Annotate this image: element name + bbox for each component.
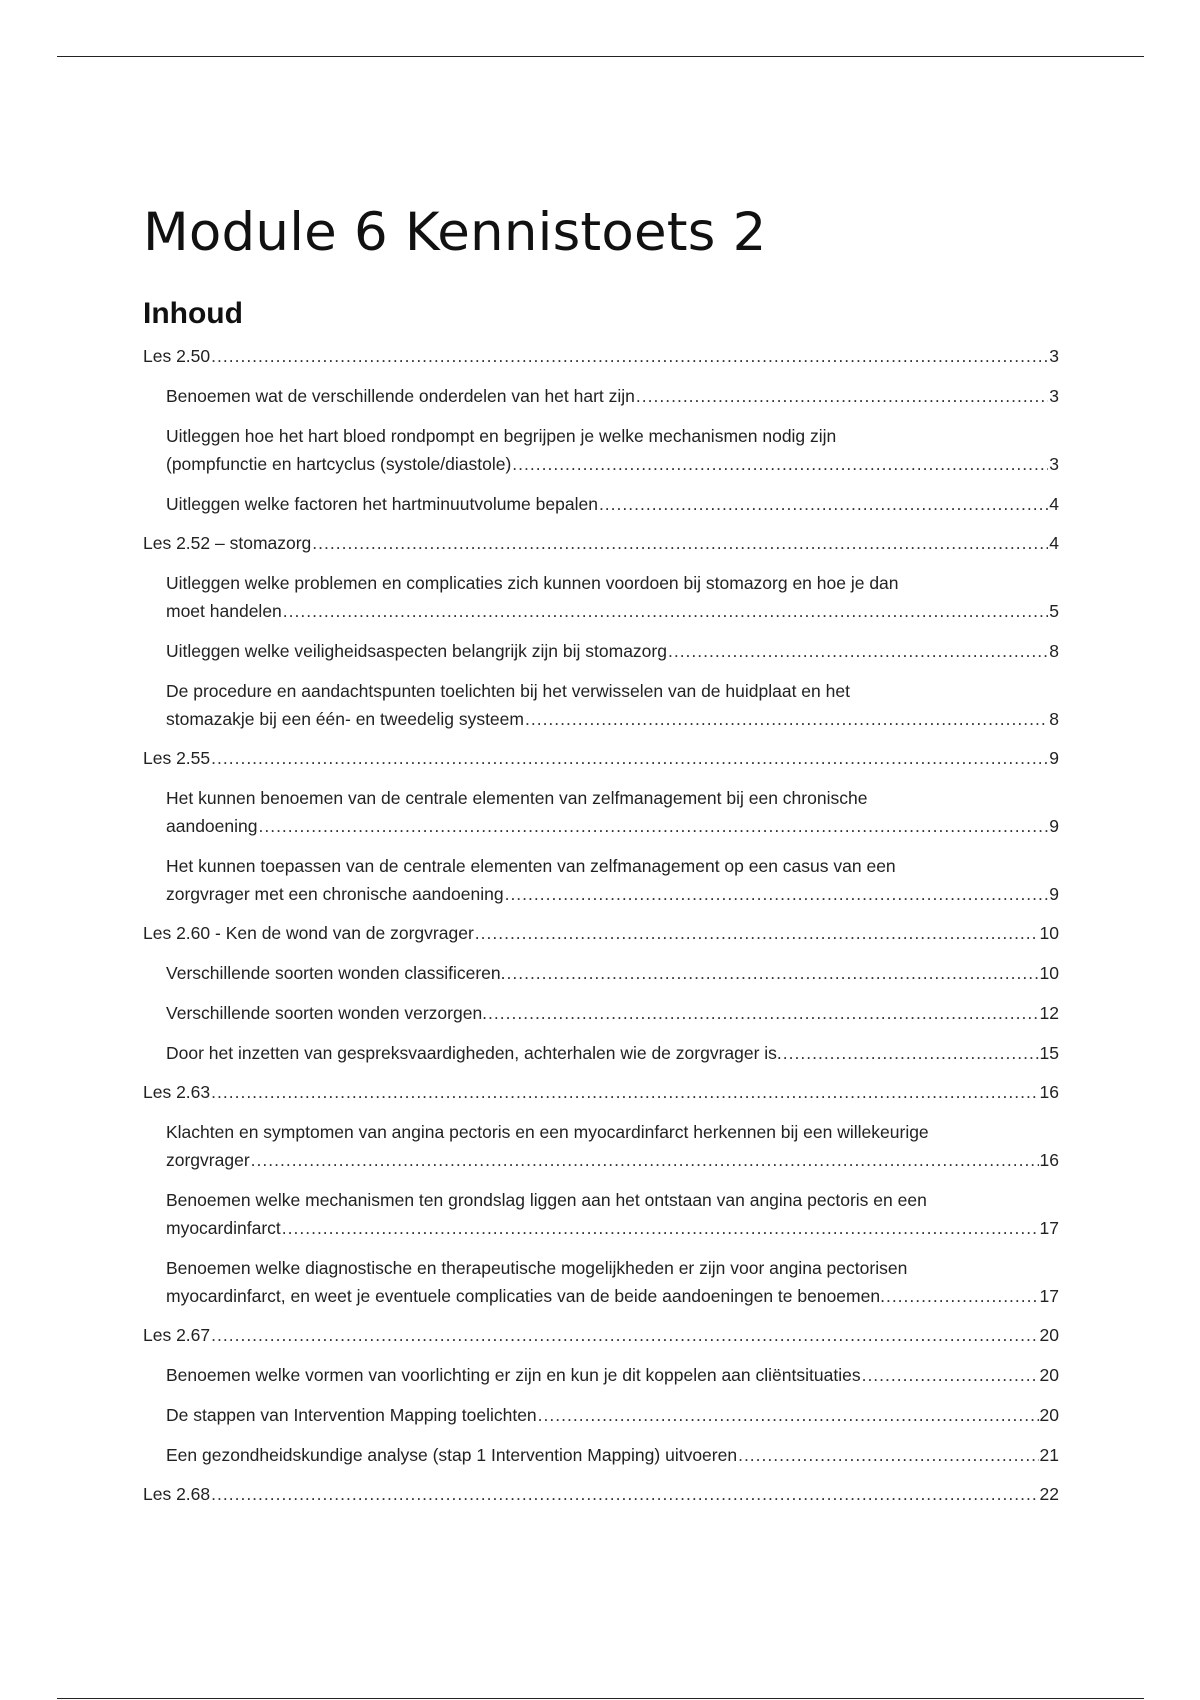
toc-page-number: 20 xyxy=(1039,1365,1059,1385)
document-title: Module 6 Kennistoets 2 xyxy=(143,202,767,263)
toc-entry[interactable] xyxy=(143,920,1059,946)
toc-entry[interactable] xyxy=(166,383,1059,409)
toc-entry-text: Les 2.63 xyxy=(143,1082,211,1102)
toc-entry-text: Les 2.68 xyxy=(143,1484,211,1504)
toc-page-number: 17 xyxy=(1039,1218,1059,1238)
toc-leader-dots xyxy=(282,1215,1039,1241)
toc-page-number: 22 xyxy=(1039,1484,1059,1504)
toc-entry[interactable] xyxy=(166,1040,1059,1066)
toc-page-number: 5 xyxy=(1049,601,1059,621)
toc-leader-dots xyxy=(488,1000,1038,1026)
toc-leader-dots xyxy=(862,1362,1039,1388)
toc-leader-dots xyxy=(211,745,1048,771)
toc-entry-text: Het kunnen toepassen van de centrale elementen van zelfmanagement op een casus van een xyxy=(166,856,896,876)
toc-entry-text: Verschillende soorten wonden verzorgen. xyxy=(166,1003,488,1023)
toc-entry[interactable] xyxy=(143,343,1059,369)
toc-entry-text: Door het inzetten van gespreksvaardigheden, achterhalen wie de zorgvrager is. xyxy=(166,1043,782,1063)
toc-entry-text: Les 2.55 xyxy=(143,748,211,768)
header-rule xyxy=(57,56,1144,57)
toc-entry[interactable] xyxy=(166,1402,1059,1428)
toc-entry[interactable] xyxy=(166,1118,1059,1173)
toc-entry-text: Uitleggen hoe het hart bloed rondpompt en begrijpen je welke mechanismen nodig zijn xyxy=(166,426,837,446)
toc-entry-text: myocardinfarct xyxy=(166,1218,281,1238)
toc-entry-text: Les 2.52 – stomazorg xyxy=(143,533,312,553)
toc-entry[interactable] xyxy=(143,745,1059,771)
toc-leader-dots xyxy=(886,1283,1039,1309)
toc-entry-text: Klachten en symptomen van angina pectoris en een myocardinfarct herkennen bij een willekeurige xyxy=(166,1122,929,1142)
toc-entry[interactable] xyxy=(166,422,1059,477)
toc-leader-dots xyxy=(512,451,1048,477)
toc-leader-dots xyxy=(211,1322,1038,1348)
toc-page-number: 10 xyxy=(1039,963,1059,983)
toc-entry-text: Benoemen wat de verschillende onderdelen van het hart zijn xyxy=(166,386,635,406)
toc-entry[interactable] xyxy=(166,491,1059,517)
toc-page-number: 9 xyxy=(1049,884,1059,904)
toc-leader-dots xyxy=(211,343,1048,369)
toc-page-number: 10 xyxy=(1039,923,1059,943)
toc-entry[interactable] xyxy=(166,677,1059,732)
toc-leader-dots xyxy=(525,706,1048,732)
toc-entry[interactable] xyxy=(166,1362,1059,1388)
document-body xyxy=(143,202,1059,1507)
toc-entry-text: zorgvrager xyxy=(166,1150,250,1170)
toc-leader-dots xyxy=(312,530,1048,556)
toc-page-number: 16 xyxy=(1039,1150,1059,1170)
toc-leader-dots xyxy=(211,1079,1038,1105)
toc-entry-text: Benoemen welke mechanismen ten grondslag liggen aan het ontstaan van angina pectoris en een xyxy=(166,1190,927,1210)
toc-leader-dots xyxy=(783,1040,1039,1066)
toc-entry-text: Verschillende soorten wonden classificeren. xyxy=(166,963,506,983)
toc-entry-text: zorgvrager met een chronische aandoening xyxy=(166,884,504,904)
toc-entry-text: Uitleggen welke factoren het hartminuutvolume bepalen xyxy=(166,494,598,514)
toc-page-number: 4 xyxy=(1049,494,1059,514)
toc-page-number: 4 xyxy=(1049,533,1059,553)
toc-entry-text: De procedure en aandachtspunten toelichten bij het verwisselen van de huidplaat en het xyxy=(166,681,850,701)
toc-leader-dots xyxy=(738,1442,1038,1468)
toc-page-number: 21 xyxy=(1039,1445,1059,1465)
toc-page-number: 16 xyxy=(1039,1082,1059,1102)
toc-entry-text: Benoemen welke vormen van voorlichting er zijn en kun je dit koppelen aan cliëntsituaties xyxy=(166,1365,861,1385)
toc-entry-text: (pompfunctie en hartcyclus (systole/diastole) xyxy=(166,454,512,474)
toc-entry[interactable] xyxy=(143,530,1059,556)
toc-entry[interactable] xyxy=(143,1322,1059,1348)
toc-entry[interactable] xyxy=(166,1254,1059,1309)
toc-entry-text: Les 2.50 xyxy=(143,346,211,366)
toc-entry[interactable] xyxy=(166,784,1059,839)
toc-heading: Inhoud xyxy=(143,297,243,330)
toc-entry[interactable] xyxy=(166,1000,1059,1026)
toc-entry[interactable] xyxy=(166,1186,1059,1241)
toc-page-number: 17 xyxy=(1039,1286,1059,1306)
toc-leader-dots xyxy=(507,960,1039,986)
toc-entry-text: Les 2.60 - Ken de wond van de zorgvrager xyxy=(143,923,474,943)
toc-entry[interactable] xyxy=(166,1442,1059,1468)
toc-leader-dots xyxy=(636,383,1048,409)
toc-page-number: 12 xyxy=(1039,1003,1059,1023)
toc-page-number: 3 xyxy=(1049,386,1059,406)
toc-leader-dots xyxy=(251,1147,1039,1173)
toc-leader-dots xyxy=(668,638,1048,664)
toc-entry-text: Uitleggen welke veiligheidsaspecten belangrijk zijn bij stomazorg xyxy=(166,641,667,661)
toc-entry-text: stomazakje bij een één- en tweedelig systeem xyxy=(166,709,524,729)
toc-entry[interactable] xyxy=(143,1079,1059,1105)
toc-entry-text: Uitleggen welke problemen en complicaties zich kunnen voordoen bij stomazorg en hoe je dan xyxy=(166,573,899,593)
toc-page-number: 9 xyxy=(1049,748,1059,768)
toc-entry[interactable] xyxy=(166,569,1059,624)
toc-leader-dots xyxy=(599,491,1048,517)
table-of-contents xyxy=(143,343,1059,1507)
toc-leader-dots xyxy=(283,598,1048,624)
toc-entry-text: Benoemen welke diagnostische en therapeutische mogelijkheden er zijn voor angina pectorisen xyxy=(166,1258,908,1278)
toc-page-number: 9 xyxy=(1049,816,1059,836)
toc-entry-text: Les 2.67 xyxy=(143,1325,211,1345)
toc-leader-dots xyxy=(258,813,1048,839)
toc-leader-dots xyxy=(475,920,1039,946)
toc-page-number: 3 xyxy=(1049,454,1059,474)
toc-entry[interactable] xyxy=(166,638,1059,664)
toc-page-number: 8 xyxy=(1049,641,1059,661)
toc-leader-dots xyxy=(538,1402,1039,1428)
toc-page-number: 8 xyxy=(1049,709,1059,729)
toc-page-number: 3 xyxy=(1049,346,1059,366)
toc-entry-text: moet handelen xyxy=(166,601,282,621)
toc-entry-text: aandoening xyxy=(166,816,258,836)
toc-entry-text: De stappen van Intervention Mapping toelichten xyxy=(166,1405,537,1425)
toc-entry[interactable] xyxy=(166,852,1059,907)
toc-page-number: 20 xyxy=(1039,1405,1059,1425)
toc-entry[interactable] xyxy=(166,960,1059,986)
toc-entry-text: Een gezondheidskundige analyse (stap 1 Intervention Mapping) uitvoeren xyxy=(166,1445,738,1465)
toc-leader-dots xyxy=(505,881,1049,907)
toc-entry[interactable] xyxy=(143,1481,1059,1507)
toc-entry-text: Het kunnen benoemen van de centrale elementen van zelfmanagement bij een chronische xyxy=(166,788,868,808)
toc-entry-text: myocardinfarct, en weet je eventuele complicaties van de beide aandoeningen te benoemen. xyxy=(166,1286,885,1306)
toc-page-number: 15 xyxy=(1039,1043,1059,1063)
toc-leader-dots xyxy=(211,1481,1038,1507)
toc-page-number: 20 xyxy=(1039,1325,1059,1345)
footer-rule xyxy=(57,1698,1144,1699)
